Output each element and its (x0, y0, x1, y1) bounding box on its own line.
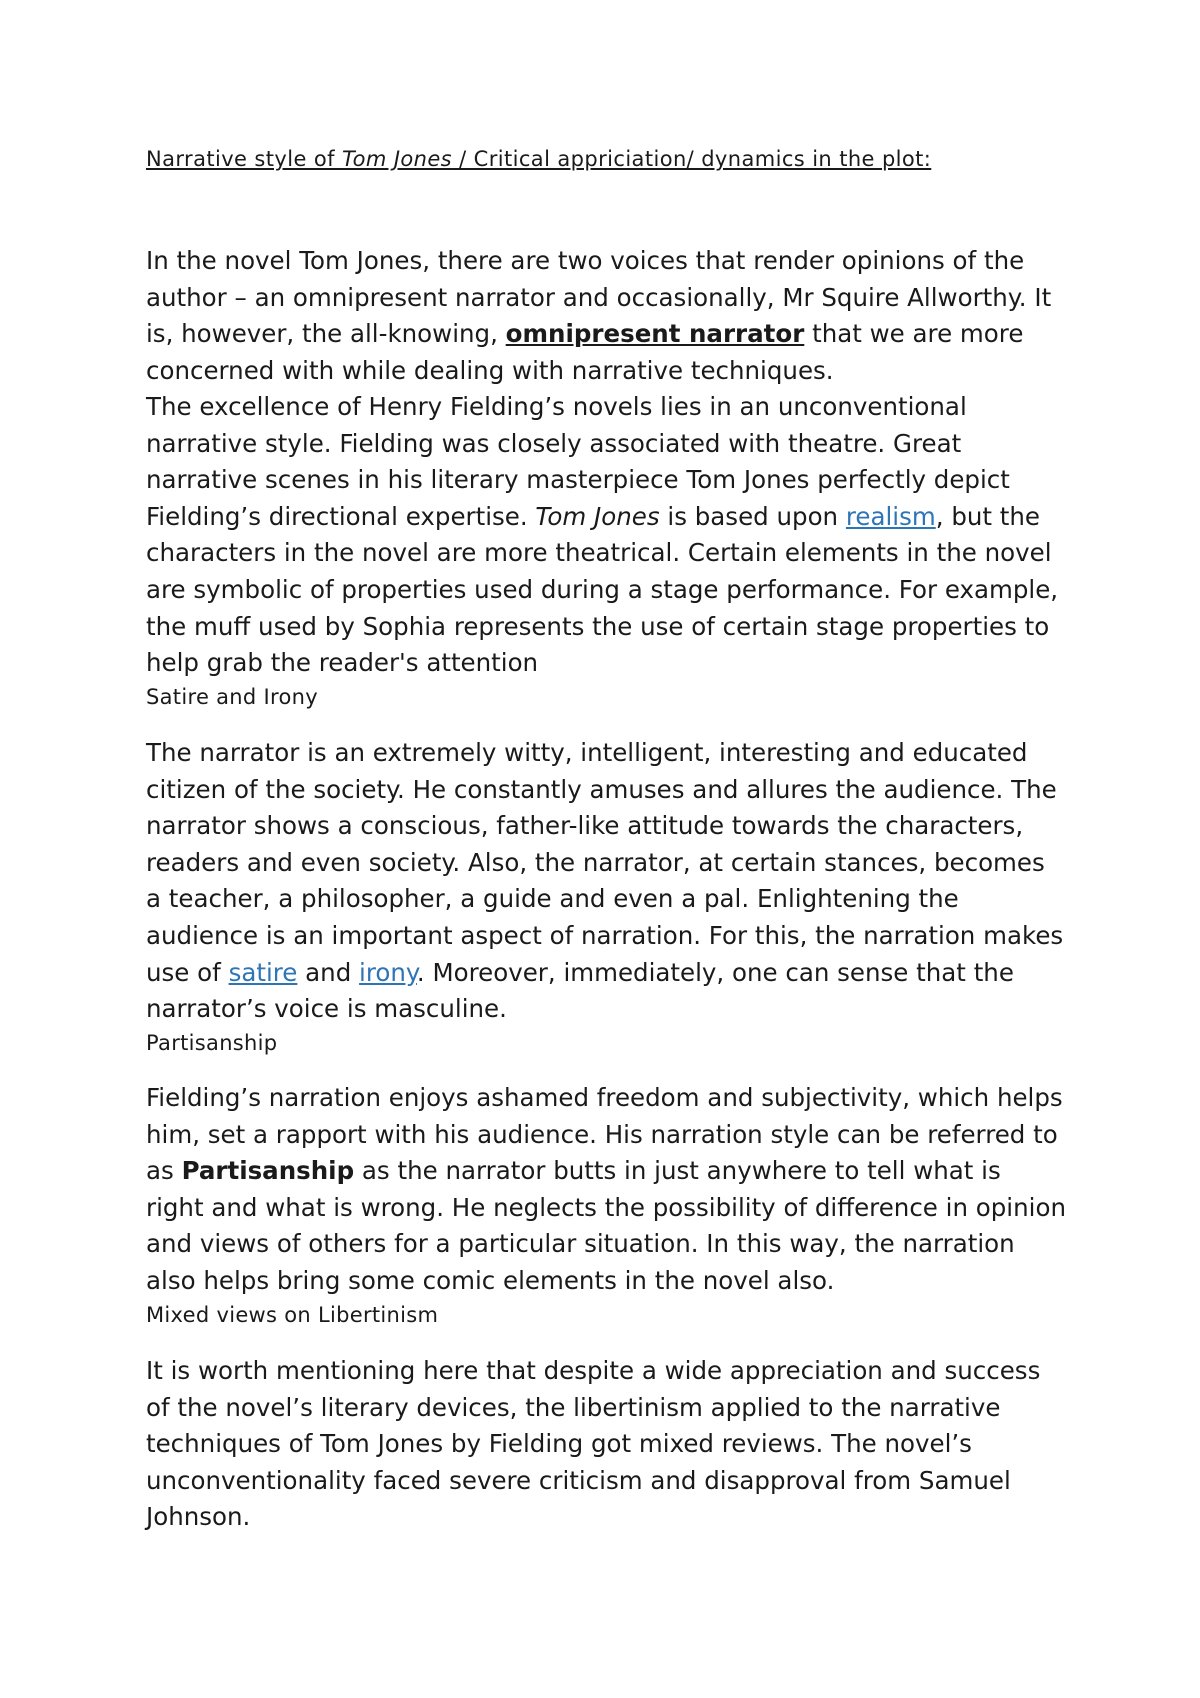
style-text-3: , but the characters in the novel are more theatrical. Certain elements in the novel are symbolic of properties used during a stage performance. For example, the muff used by Sophia represents the use of certain stage properties to help grab the reader's attention (146, 501, 1059, 678)
partisanship-paragraph (146, 1080, 1066, 1300)
intro-text-end: that we are more concerned with while dealing with narrative techniques. (146, 319, 1024, 385)
tom-jones-italic: Tom Jones (535, 501, 660, 531)
style-text: The excellence of Henry Fielding’s novels lies in an unconventional narrative style. Fielding was closely associated with theatre. Great narrative scenes in his literary masterpiece Tom Jones perfectly depict Fielding’s directional expertise. (146, 392, 1010, 531)
omnipresent-narrator-emphasis: omnipresent narrator (505, 319, 805, 349)
satire-text-and: and (297, 957, 360, 987)
style-text-2: is based upon (659, 501, 846, 531)
libertinism-heading: Mixed views on Libertinism (146, 1303, 439, 1327)
satire-text-end: . Moreover, immediately, one can sense that the narrator’s voice is masculine. (146, 957, 1014, 1024)
libertinism-text: It is worth mentioning here that despite a wide appreciation and success of the novel’s literary devices, the libertinism applied to the narrative techniques of Tom Jones by Fielding got mixed reviews. The novel’s unconventionality faced severe criticism and disapproval from Samuel Johnson. (146, 1356, 1041, 1532)
intro-text: In the novel Tom Jones, there are two voices that render opinions of the author – an omnipresent narrator and occasionally, Mr Squire Allworthy. It is, however, the all-knowing, (146, 246, 1052, 349)
title-text-rest: / Critical appriciation/ dynamics in the plot: (452, 147, 932, 171)
partisanship-heading: Partisanship (146, 1031, 278, 1055)
satire-irony-paragraph (146, 735, 1066, 1028)
libertinism-paragraph (146, 1353, 1066, 1536)
irony-link[interactable]: irony (359, 957, 417, 987)
title-text: Narrative style of (146, 147, 342, 171)
document-title (146, 145, 931, 173)
realism-link[interactable]: realism (845, 501, 936, 531)
title-italic-text: Tom Jones (342, 147, 453, 171)
partisanship-bold: Partisanship (181, 1156, 355, 1186)
partisanship-text-end: as the narrator butts in just anywhere to tell what is right and what is wrong. He neglects the possibility of difference in opinion and views of others for a particular situation. In this way, the narration also helps bring some comic elements in the novel also. (146, 1156, 1066, 1295)
satire-text: The narrator is an extremely witty, intelligent, interesting and educated citizen of the society. He constantly amuses and allures the audience. The narrator shows a conscious, father-like attitude towards the characters, readers and even society. Also, the narrator, at certain stances, becomes a teacher, a philosopher, a guide and even a pal. Enlightening the audience is an important aspect of narration. For this, the narration makes use of (146, 738, 1064, 987)
partisanship-text: Fielding’s narration enjoys ashamed freedom and subjectivity, which helps him, set a rapport with his audience. His narration style can be referred to as (146, 1083, 1063, 1186)
satire-link[interactable]: satire (228, 957, 298, 987)
intro-paragraph (146, 243, 1066, 389)
style-paragraph (146, 389, 1066, 682)
satire-irony-heading: Satire and Irony (146, 685, 318, 709)
